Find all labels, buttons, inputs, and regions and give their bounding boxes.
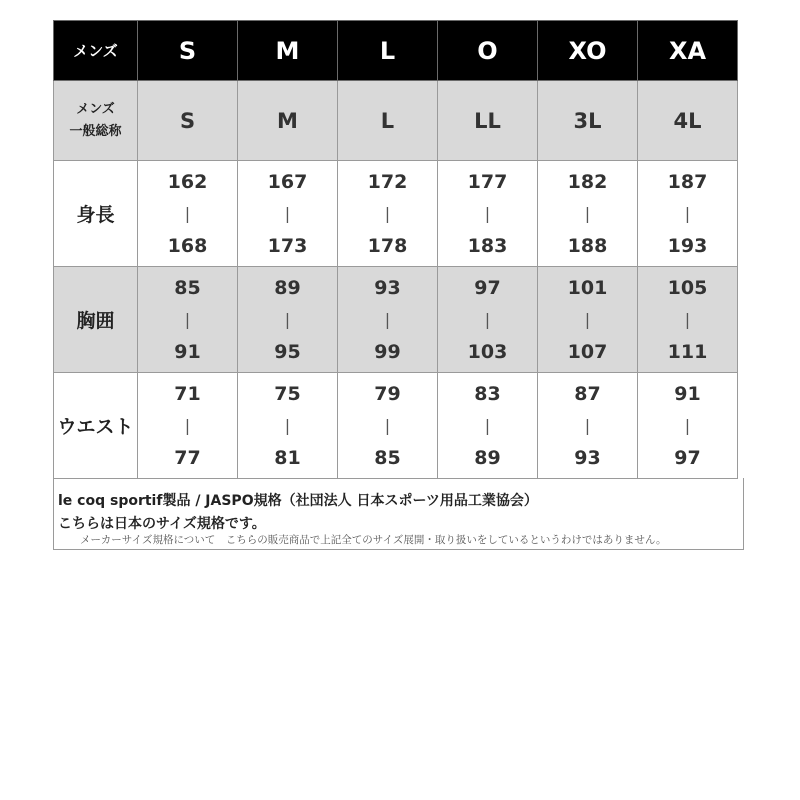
measurement-range <box>538 267 637 372</box>
range-min: 85 <box>174 276 201 299</box>
range-separator: | <box>684 203 691 223</box>
measurement-range <box>438 267 537 372</box>
measurement-range <box>238 161 337 266</box>
range-separator: | <box>384 309 391 329</box>
general-size-cell: M <box>238 81 338 161</box>
general-size-cell: 4L <box>638 81 738 161</box>
range-min: 91 <box>674 382 701 405</box>
general-size-row <box>54 81 738 161</box>
measurement-range <box>338 373 437 478</box>
measurement-cell <box>538 373 638 479</box>
range-separator: | <box>584 203 591 223</box>
measurement-range <box>438 373 537 478</box>
measurement-range <box>438 161 537 266</box>
size-header-xo: XO <box>538 21 638 81</box>
measurement-cell <box>438 161 538 267</box>
range-max: 97 <box>674 446 701 469</box>
range-max: 99 <box>374 340 401 363</box>
range-min: 105 <box>667 276 708 299</box>
range-min: 182 <box>567 170 608 193</box>
measurement-range <box>238 373 337 478</box>
range-min: 93 <box>374 276 401 299</box>
range-max: 93 <box>574 446 601 469</box>
range-min: 172 <box>367 170 408 193</box>
header-label: メンズ <box>54 21 138 81</box>
size-header-m: M <box>238 21 338 81</box>
range-max: 168 <box>167 234 208 257</box>
measurement-cell <box>638 161 738 267</box>
range-separator: | <box>184 203 191 223</box>
measurement-range <box>538 161 637 266</box>
notes-japan-size-line: こちらは日本のサイズ規格です。 <box>58 516 266 532</box>
measurement-cell <box>138 373 238 479</box>
notes-disclaimer-line: メーカーサイズ規格について こちらの販売商品で上記全てのサイズ展開・取り扱いをしているというわけではありません。 <box>80 534 667 546</box>
measurement-range <box>138 373 237 478</box>
range-min: 79 <box>374 382 401 405</box>
range-max: 111 <box>667 340 708 363</box>
range-max: 193 <box>667 234 708 257</box>
range-min: 87 <box>574 382 601 405</box>
range-max: 89 <box>474 446 501 469</box>
general-size-cell: S <box>138 81 238 161</box>
measurement-cell <box>638 373 738 479</box>
range-max: 188 <box>567 234 608 257</box>
measurement-cell <box>138 267 238 373</box>
measurement-cell <box>338 267 438 373</box>
measurement-range <box>638 267 737 372</box>
measurement-range <box>638 373 737 478</box>
measurement-cell <box>338 373 438 479</box>
measurement-range <box>638 161 737 266</box>
measurement-cell <box>538 267 638 373</box>
range-max: 183 <box>467 234 508 257</box>
range-separator: | <box>484 203 491 223</box>
range-separator: | <box>484 309 491 329</box>
range-min: 75 <box>274 382 301 405</box>
size-header-o: O <box>438 21 538 81</box>
range-max: 85 <box>374 446 401 469</box>
measurement-cell <box>538 161 638 267</box>
range-separator: | <box>284 203 291 223</box>
range-separator: | <box>184 309 191 329</box>
range-separator: | <box>684 415 691 435</box>
measurement-range <box>338 161 437 266</box>
range-separator: | <box>384 203 391 223</box>
range-separator: | <box>484 415 491 435</box>
measurement-cell <box>238 373 338 479</box>
chest-label: 胸囲 <box>54 267 138 373</box>
measurement-cell <box>638 267 738 373</box>
measurement-cell <box>238 267 338 373</box>
range-min: 167 <box>267 170 308 193</box>
measurement-range <box>138 161 237 266</box>
range-separator: | <box>184 415 191 435</box>
notes-standard-line: le coq sportif製品 / JASPO規格（社団法人 日本スポーツ用品工業協会） <box>58 493 538 509</box>
measurement-range <box>138 267 237 372</box>
measurement-cell <box>438 373 538 479</box>
general-size-cell: LL <box>438 81 538 161</box>
range-min: 71 <box>174 382 201 405</box>
height-label: 身長 <box>54 161 138 267</box>
range-max: 95 <box>274 340 301 363</box>
range-min: 162 <box>167 170 208 193</box>
size-chart-table <box>53 20 738 479</box>
measurement-range <box>238 267 337 372</box>
measurement-cell <box>238 161 338 267</box>
range-max: 103 <box>467 340 508 363</box>
range-separator: | <box>684 309 691 329</box>
range-separator: | <box>584 309 591 329</box>
measurement-range <box>338 267 437 372</box>
range-max: 91 <box>174 340 201 363</box>
measurement-cell <box>338 161 438 267</box>
range-max: 178 <box>367 234 408 257</box>
range-min: 187 <box>667 170 708 193</box>
general-size-cell: L <box>338 81 438 161</box>
range-separator: | <box>384 415 391 435</box>
range-max: 81 <box>274 446 301 469</box>
size-header-s: S <box>138 21 238 81</box>
chest-row <box>54 267 738 373</box>
range-max: 77 <box>174 446 201 469</box>
general-label-line1: メンズ <box>76 101 115 117</box>
range-separator: | <box>584 415 591 435</box>
measurement-cell <box>138 161 238 267</box>
general-size-cell: 3L <box>538 81 638 161</box>
range-max: 107 <box>567 340 608 363</box>
range-min: 97 <box>474 276 501 299</box>
size-header-l: L <box>338 21 438 81</box>
general-label-line2: 一般総称 <box>69 123 122 139</box>
measurement-range <box>538 373 637 478</box>
range-min: 101 <box>567 276 608 299</box>
measurement-cell <box>438 267 538 373</box>
range-max: 173 <box>267 234 308 257</box>
size-notes <box>53 478 744 550</box>
size-header-xa: XA <box>638 21 738 81</box>
range-separator: | <box>284 309 291 329</box>
general-size-label <box>54 81 138 161</box>
waist-row <box>54 373 738 479</box>
waist-label: ウエスト <box>54 373 138 479</box>
range-min: 177 <box>467 170 508 193</box>
range-separator: | <box>284 415 291 435</box>
height-row <box>54 161 738 267</box>
range-min: 83 <box>474 382 501 405</box>
size-header-row <box>54 21 738 81</box>
range-min: 89 <box>274 276 301 299</box>
